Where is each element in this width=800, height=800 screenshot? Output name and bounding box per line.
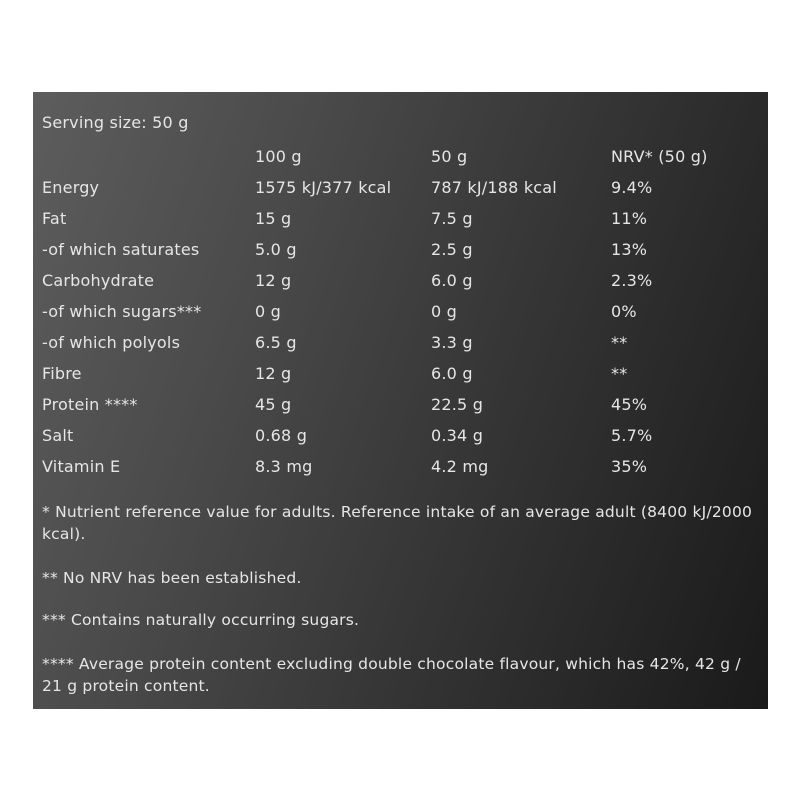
- value-per-100g: 15 g: [255, 209, 292, 228]
- table-row: [33, 178, 768, 202]
- value-per-100g: 0.68 g: [255, 426, 308, 445]
- header-per-100g: 100 g: [255, 147, 302, 166]
- value-per-50g: 6.0 g: [431, 271, 473, 290]
- footnote-no-nrv: ** No NRV has been established.: [42, 569, 302, 587]
- value-nrv: 0%: [611, 302, 637, 321]
- value-nrv: 35%: [611, 457, 648, 476]
- header-per-50g: 50 g: [431, 147, 468, 166]
- table-row: [33, 395, 768, 419]
- table-row: [33, 271, 768, 295]
- value-nrv: **: [611, 333, 628, 352]
- footnote-protein: **** Average protein content excluding double chocolate flavour, which has 42%, 42 g / 21 g protein content.: [42, 655, 741, 695]
- value-per-100g: 8.3 mg: [255, 457, 313, 476]
- value-per-100g: 0 g: [255, 302, 282, 321]
- value-per-100g: 45 g: [255, 395, 292, 414]
- value-per-50g: 0.34 g: [431, 426, 484, 445]
- value-nrv: 2.3%: [611, 271, 653, 290]
- value-per-50g: 6.0 g: [431, 364, 473, 383]
- table-row: [33, 426, 768, 450]
- value-per-50g: 7.5 g: [431, 209, 473, 228]
- value-nrv: 11%: [611, 209, 648, 228]
- nutrient-name: Fibre: [42, 364, 82, 383]
- value-per-50g: 22.5 g: [431, 395, 484, 414]
- table-row: [33, 302, 768, 326]
- nutrient-name: Energy: [42, 178, 100, 197]
- value-per-100g: 12 g: [255, 364, 292, 383]
- nutrient-name: -of which saturates: [42, 240, 200, 259]
- footnote-nrv: * Nutrient reference value for adults. Reference intake of an average adult (8400 kJ/2000 kcal).: [42, 503, 753, 543]
- value-nrv: 13%: [611, 240, 648, 259]
- value-per-100g: 5.0 g: [255, 240, 297, 259]
- value-per-50g: 3.3 g: [431, 333, 473, 352]
- nutrient-name: -of which polyols: [42, 333, 181, 352]
- table-row: [33, 364, 768, 388]
- value-nrv: **: [611, 364, 628, 383]
- value-per-50g: 787 kJ/188 kcal: [431, 178, 557, 197]
- table-row: [33, 457, 768, 481]
- value-per-50g: 2.5 g: [431, 240, 473, 259]
- value-per-100g: 6.5 g: [255, 333, 297, 352]
- nutrient-name: Carbohydrate: [42, 271, 155, 290]
- value-per-50g: 4.2 mg: [431, 457, 489, 476]
- nutrient-name: Salt: [42, 426, 74, 445]
- value-nrv: 9.4%: [611, 178, 653, 197]
- value-per-50g: 0 g: [431, 302, 458, 321]
- table-row: [33, 209, 768, 233]
- table-header-row: [33, 147, 768, 171]
- table-row: [33, 240, 768, 264]
- serving-size: Serving size: 50 g: [42, 113, 189, 132]
- footnote-sugars: *** Contains naturally occurring sugars.: [42, 611, 360, 629]
- value-nrv: 45%: [611, 395, 648, 414]
- table-row: [33, 333, 768, 357]
- value-nrv: 5.7%: [611, 426, 653, 445]
- header-nrv: NRV* (50 g): [611, 147, 708, 166]
- nutrient-name: Fat: [42, 209, 67, 228]
- value-per-100g: 12 g: [255, 271, 292, 290]
- nutrient-name: -of which sugars***: [42, 302, 202, 321]
- nutrient-name: Vitamin E: [42, 457, 121, 476]
- value-per-100g: 1575 kJ/377 kcal: [255, 178, 392, 197]
- nutrient-name: Protein ****: [42, 395, 138, 414]
- nutrition-panel: [33, 92, 768, 709]
